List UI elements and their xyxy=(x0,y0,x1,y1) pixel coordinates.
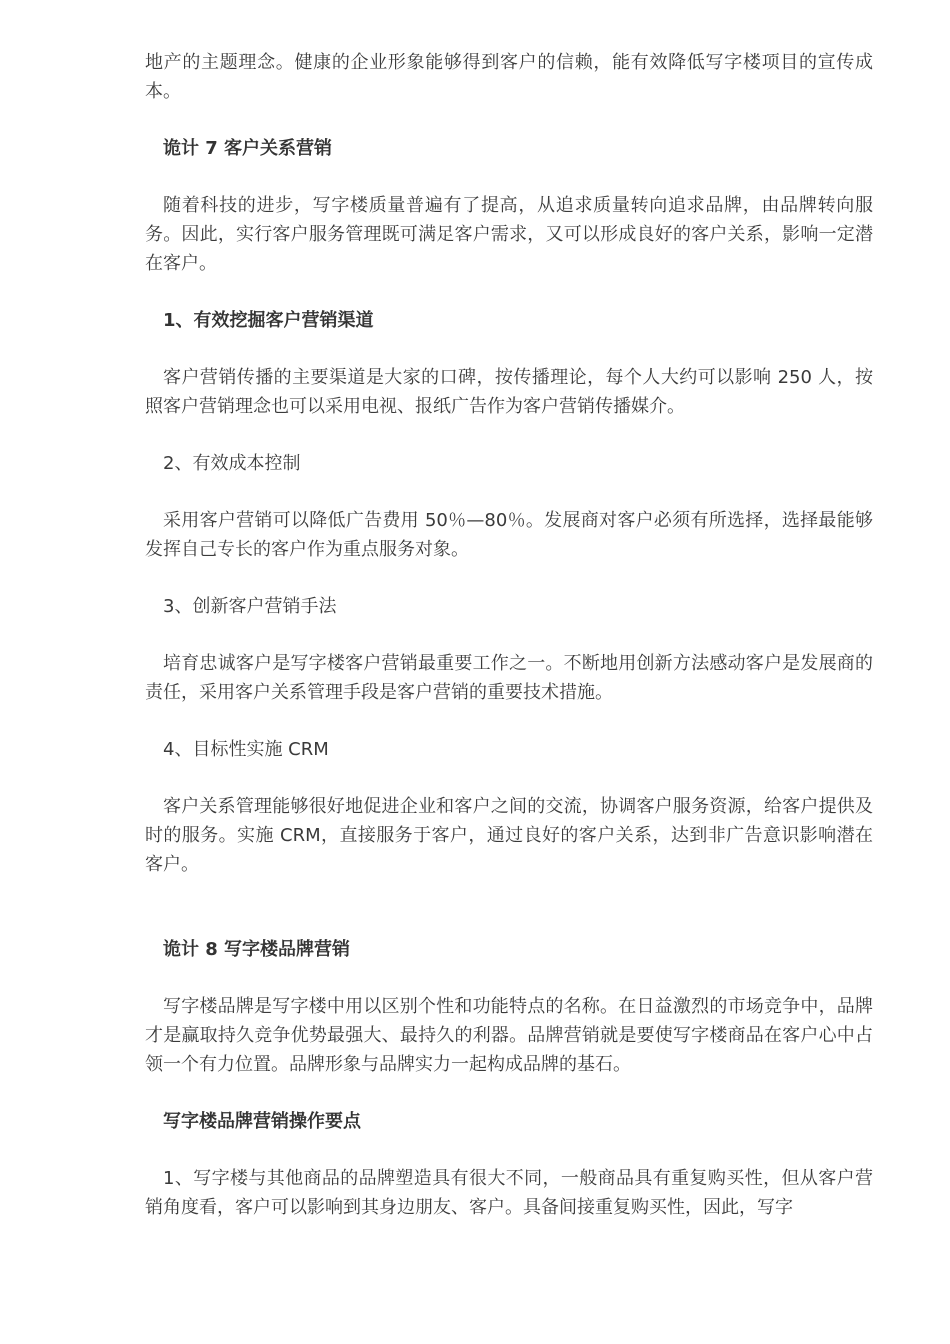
paragraph-channels: 客户营销传播的主要渠道是大家的口碑，按传播理论，每个人大约可以影响 250 人，按照客户营销理念也可以采用电视、报纸广告作为客户营销传播媒介。 xyxy=(145,367,873,417)
paragraph-intro: 地产的主题理念。健康的企业形象能够得到客户的信赖，能有效降低写字楼项目的宣传成本。 xyxy=(145,52,873,102)
subheading-channels: 1、有效挖掘客户营销渠道 xyxy=(163,310,374,331)
subheading-innovation: 3、创新客户营销手法 xyxy=(163,596,337,617)
paragraph-customer-relationship: 随着科技的进步，写字楼质量普遍有了提高，从追求质量转向追求品牌，由品牌转向服务。因此，实行客户服务管理既可满足客户需求，又可以形成良好的客户关系，影响一定潜在客户。 xyxy=(145,195,873,274)
paragraph-crm: 客户关系管理能够很好地促进企业和客户之间的交流，协调客户服务资源，给客户提供及时的服务。实施 CRM，直接服务于客户，通过良好的客户关系，达到非广告意识影响潜在客户。 xyxy=(145,796,873,875)
heading-strategy-7: 诡计 7 客户关系营销 xyxy=(163,138,333,159)
heading-brand-key-points: 写字楼品牌营销操作要点 xyxy=(163,1111,361,1132)
paragraph-cost-control: 采用客户营销可以降低广告费用 50％—80％。发展商对客户必须有所选择，选择最能够发挥自己专长的客户作为重点服务对象。 xyxy=(145,510,873,560)
paragraph-brand-marketing: 写字楼品牌是写字楼中用以区别个性和功能特点的名称。在日益激烈的市场竞争中，品牌才是赢取持久竞争优势最强大、最持久的利器。品牌营销就是要使写字楼商品在客户心中占领一个有力位置。品牌形象与品牌实力一起构成品牌的基石。 xyxy=(145,996,873,1075)
subheading-crm: 4、目标性实施 CRM xyxy=(163,739,329,760)
paragraph-innovation: 培育忠诚客户是写字楼客户营销最重要工作之一。不断地用创新方法感动客户是发展商的责任，采用客户关系管理手段是客户营销的重要技术措施。 xyxy=(145,653,873,703)
heading-strategy-8: 诡计 8 写字楼品牌营销 xyxy=(163,939,351,960)
subheading-cost-control: 2、有效成本控制 xyxy=(163,453,301,474)
paragraph-brand-point-1: 1、写字楼与其他商品的品牌塑造具有很大不同，一般商品具有重复购买性，但从客户营销角度看，客户可以影响到其身边朋友、客户。具备间接重复购买性，因此，写字 xyxy=(145,1168,873,1218)
document-page xyxy=(145,48,873,1222)
